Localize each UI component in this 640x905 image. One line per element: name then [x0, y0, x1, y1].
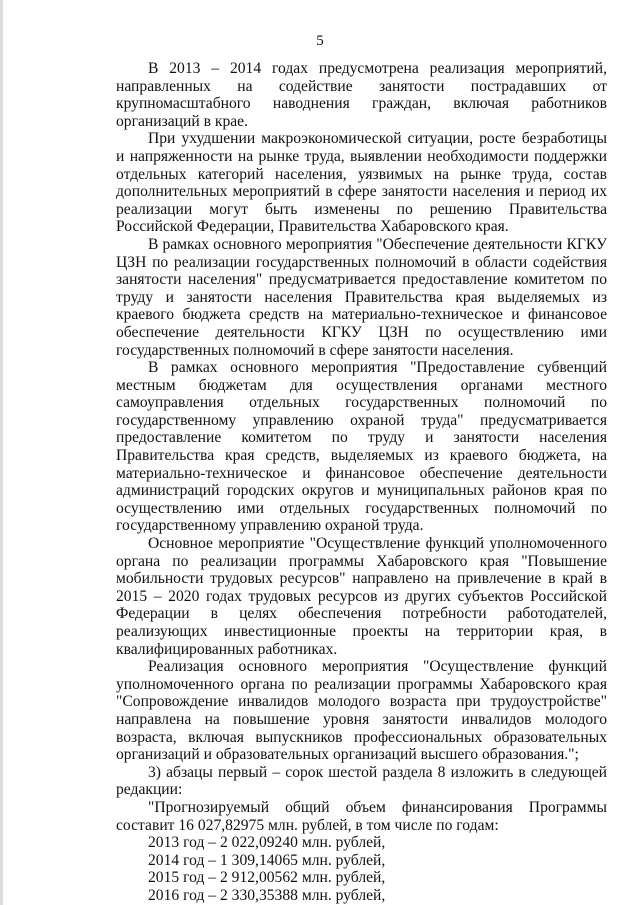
scan-edge	[0, 0, 3, 905]
paragraph: В 2013 – 2014 годах предусмотрена реализация мероприятий, направленных на содействие занятости пострадавших от крупномасштабного наводнения граждан, включая работников организаций в крае.	[116, 60, 607, 130]
paragraph: Основное мероприятие "Осуществление функций уполномоченного органа по реализации программы Хабаровского края "Повышение мобильности трудовых ресурсов" направлено на привлечение в край в 2015 – 2020 годах трудовых ресурсов из других субъектов Российской Федерации в целях обеспечения потребности работодателей, реализующих инвестиционные проекты на территории края, в квалифицированных работниках.	[116, 535, 607, 658]
paragraph: В рамках основного мероприятия "Обеспечение деятельности КГКУ ЦЗН по реализации государственных полномочий в области содействия занятости населения" предусматривается предоставление комитетом по труду и занятости населения Правительства края выделяемых из краевого бюджета средств на материально-техническое и финансовое обеспечение деятельности КГКУ ЦЗН по осуществлению ими государственных полномочий в сфере занятости населения.	[116, 235, 607, 359]
document-body	[116, 60, 607, 905]
paragraph: Реализация основного мероприятия "Осуществление функций уполномоченного органа по реализации программы Хабаровского края "Сопровождение инвалидов молодого возраста при трудоустройстве" направлена на повышение уровня занятости инвалидов молодого возраста, включая выпускников профессиональных образовательных организаций и образовательных организаций высшего образования.";	[116, 658, 607, 764]
page-number: 5	[316, 33, 324, 49]
paragraph: "Прогнозируемый общий объем финансирования Программы составит 16 027,82975 млн. рублей, в том числе по годам:	[116, 798, 607, 834]
paragraph: При ухудшении макроэкономической ситуации, росте безработицы и напряженности на рынке труда, выявлении необходимости поддержки отдельных категорий населения, уязвимых на рынке труда, состав дополнительных мероприятий в сфере занятости населения и период их реализации могут быть изменены по решению Правительства Российской Федерации, Правительства Хабаровского края.	[116, 130, 607, 236]
year-line: 2016 год – 2 330,35388 млн. рублей,	[148, 886, 386, 904]
year-line: 2015 год – 2 912,00562 млн. рублей,	[148, 869, 386, 887]
year-line: 2014 год – 1 309,14065 млн. рублей,	[148, 851, 386, 869]
year-line: 2013 год – 2 022,09240 млн. рублей,	[148, 834, 386, 852]
paragraph: В рамках основного мероприятия "Предоставление субвенций местным бюджетам для осуществления органами местного самоуправления отдельных государственных полномочий по государственному управлению охраной труда" предусматривается предоставление комитетом по труду и занятости населения Правительства края средств, выделяемых из краевого бюджета, на материально-техническое и финансовое обеспечение деятельности администраций городских округов и муниципальных районов края по осуществлению ими отдельных государственных полномочий по государственному управлению охраной труда.	[116, 359, 607, 535]
paragraph: 3) абзацы первый – сорок шестой раздела 8 изложить в следующей редакции:	[116, 763, 607, 799]
